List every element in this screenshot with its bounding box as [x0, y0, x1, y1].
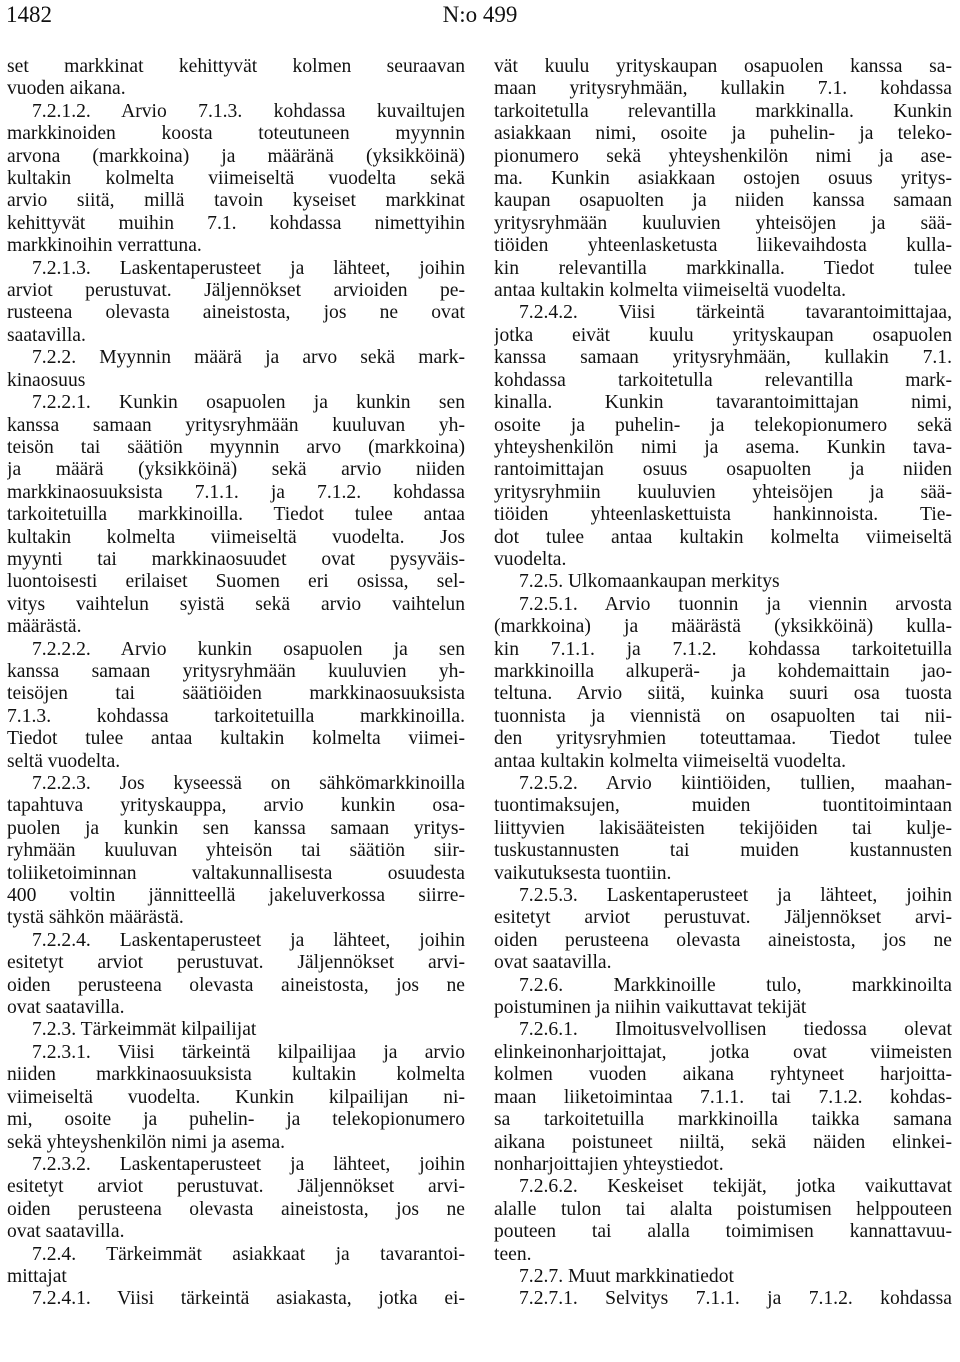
text-line: yritysryhmään kuuluvien yhteisöjen ja sää- [494, 212, 952, 234]
text-line: kanssa samaan yritysryhmään kuuluvan yh- [7, 414, 465, 436]
text-line: kinalla. Kunkin tavarantoimittajan nimi, [494, 392, 952, 414]
text-line: teen. [494, 1243, 532, 1265]
text-line: tystä sähkön määrästä. [7, 907, 184, 929]
text-line: kohdassa tarkoitetulla relevantilla mark- [494, 369, 952, 391]
text-line: oiden perusteena olevasta aineistosta, jos ne [494, 929, 952, 951]
text-line: 7.2.1.2. Arvio 7.1.3. kohdassa kuvailtujen [32, 100, 465, 122]
text-line: kin 7.1.1. ja 7.1.2. kohdassa tarkoitetuilla [494, 638, 952, 660]
right-text-column [494, 56, 952, 1311]
left-text-column [7, 56, 465, 1311]
text-line: seltä vuodelta. [7, 750, 121, 772]
text-line: asiakkaan nimi, osoite ja puhelin- ja teleko- [494, 123, 952, 145]
text-line: 7.2.5.1. Arvio tuonnin ja viennin arvosta [519, 593, 952, 615]
text-line: 7.2.2.1. Kunkin osapuolen ja kunkin sen [32, 392, 465, 414]
text-line: arviot perustuvat. Jäljennökset arvioiden pe- [7, 280, 465, 302]
text-line: 7.2.2.3. Jos kyseessä on sähkömarkkinoilla [32, 773, 465, 794]
text-line: ovat saatavilla. [7, 997, 125, 1019]
text-line: 7.2.4.2. Viisi tärkeintä tavarantoimittajaa, [519, 302, 952, 324]
text-line: rantoimittajan osuus osapuolten ja niiden [494, 459, 952, 481]
text-line: mi, osoite ja puhelin- ja telekopionumero [7, 1109, 465, 1131]
text-line: teltuna. Arvio siitä, kuinka suuri osa tuosta [494, 683, 952, 705]
text-line: maan liiketoimintaa 7.1.1. tai 7.1.2. kohdas- [494, 1086, 952, 1108]
text-line: osoite ja puhelin- ja telekopionumero sekä [494, 414, 952, 436]
text-line: sekä yhteyshenkilön nimi ja asema. [7, 1131, 286, 1153]
text-line: vitys vaihtelun syistä sekä arvio vaihtelun [7, 593, 465, 615]
text-line: antaa kultakin kolmelta viimeiseltä vuodelta. [494, 280, 847, 302]
text-line: elinkeinonharjoittajat, jotka ovat viimeisten [494, 1041, 952, 1063]
text-line: markkinoihin verrattuna. [7, 235, 202, 257]
text-line: antaa kultakin kolmelta viimeiseltä vuodelta. [494, 750, 847, 772]
text-line: luontoisesti erilaiset Suomen eri osissa, sel- [7, 571, 465, 593]
text-line: 7.2.3.2. Laskentaperusteet ja lähteet, joihin [32, 1153, 465, 1175]
text-line: toliiketoiminnan valtakunnallisesta osuudesta [7, 862, 465, 884]
text-line: ma. Kunkin asiakkaan ostojen osuus yritys- [494, 168, 952, 190]
text-line: 7.2.2.2. Arvio kunkin osapuolen ja sen [32, 638, 465, 660]
text-line: pouteen tai alalla toimimisen kannattavuu- [494, 1221, 952, 1243]
text-line: yhteyshenkilön nimi ja asema. Kunkin tava- [494, 436, 952, 458]
text-line: 400 voltin jännitteellä jakeluverkossa siirre- [7, 885, 465, 907]
text-line: Tiedot tulee antaa kultakin kolmelta viimei- [7, 728, 465, 750]
text-line: kin relevantilla markkinalla. Tiedot tulee [494, 257, 952, 279]
text-line: 7.2.6. Markkinoille tulo, markkinoilta [519, 974, 952, 996]
text-line: 7.2.7. Muut markkinatiedot [519, 1265, 734, 1287]
text-line: tuontimaksujen, muiden tuontitoimintaan [494, 795, 952, 817]
page-header [6, 2, 954, 32]
text-line: saatavilla. [7, 324, 86, 346]
text-line: kolmen vuoden aikana ryhtyneet harjoitta- [494, 1064, 952, 1086]
text-line: myynti tai markkinaosuudet ovat pysyväis- [7, 548, 465, 570]
text-line: esitetyt arviot perustuvat. Jäljennökset arvi- [7, 1176, 465, 1198]
text-line: kaupan osapuolten ja niiden kanssa samaan [494, 190, 952, 212]
text-line: jotka eivät kuulu yrityskaupan osapuolen [494, 324, 952, 346]
text-line: vät kuulu yrityskaupan osapuolen kanssa sa- [494, 56, 952, 77]
text-line: 7.2.4. Tärkeimmät asiakkaat ja tavarantoi- [32, 1243, 465, 1265]
text-line: arvio siitä, millä tavoin kyseiset markkinat [7, 190, 465, 212]
text-line: ryhmään kuuluvan yhteisön tai säätiön siir- [7, 840, 465, 862]
text-line: 7.2.4.1. Viisi tärkeintä asiakasta, jotka ei- [32, 1288, 465, 1310]
text-line: kanssa samaan yritysryhmään, kullakin 7.1. [494, 347, 952, 369]
text-line: vuodelta. [494, 548, 567, 570]
text-line: (markkoina) ja määrästä (yksikköinä) kulla- [494, 616, 952, 638]
text-line: 7.2.3. Tärkeimmät kilpailijat [32, 1019, 257, 1041]
text-line: poistuminen ja niihin vaikuttavat tekijät [494, 997, 807, 1019]
text-line: kehittyvät muihin 7.1. kohdassa nimettyihin [7, 212, 465, 234]
text-line: kanssa samaan yritysryhmään kuuluvien yh- [7, 660, 465, 682]
text-line: yritysryhmiin kuuluvien yhteisöjen ja sää- [494, 481, 952, 503]
text-line: määrästä. [7, 616, 82, 638]
text-line: markkinoiden koosta toteutuneen myynnin [7, 123, 465, 145]
text-line: nonharjoittajien yhteystiedot. [494, 1153, 724, 1175]
text-line: esitetyt arviot perustuvat. Jäljennökset arvi- [7, 952, 465, 974]
text-line: 7.2.3.1. Viisi tärkeintä kilpailijaa ja arvio [32, 1041, 465, 1063]
text-line: mittajat [7, 1265, 67, 1287]
text-line: 7.2.2.4. Laskentaperusteet ja lähteet, joihin [32, 929, 465, 951]
text-line: alalle tulon tai alalta poistumisen helppouteen [494, 1198, 952, 1220]
text-line: tuskustannusten tai muiden kustannusten [494, 840, 952, 862]
text-line: liittyvien lakisääteisten tekijöiden tai kulje- [494, 817, 952, 839]
text-line: den yritysryhmien toteuttamaa. Tiedot tulee [494, 728, 952, 750]
text-line: ovat saatavilla. [494, 952, 612, 974]
text-line: teisöjen tai säätiöiden markkinaosuuksista [7, 683, 465, 705]
text-line: 7.2.5.2. Arvio kiintiöiden, tullien, maahan- [519, 773, 952, 794]
text-line: niiden markkinaosuuksista kultakin kolmelta [7, 1064, 465, 1086]
text-line: 7.2.6.2. Keskeiset tekijät, jotka vaikuttavat [519, 1176, 952, 1198]
text-line: 7.2.7.1. Selvitys 7.1.1. ja 7.1.2. kohdassa [519, 1288, 952, 1310]
text-line: tiöiden yhteenlasketusta liikevaihdosta kulla- [494, 235, 952, 257]
text-line: ja määrä (yksikköinä) sekä arvio niiden [7, 459, 465, 481]
text-line: aikana poistuneet niiltä, sekä näiden elinkei- [494, 1131, 952, 1153]
text-line: pionumero sekä yhteyshenkilön nimi ja ase- [494, 145, 952, 167]
text-line: vaikutuksesta tuontiin. [494, 862, 672, 884]
text-line: set markkinat kehittyvät kolmen seuraavan [7, 56, 465, 77]
page-number: 1482 [6, 2, 52, 27]
text-line: markkinaosuuksista 7.1.1. ja 7.1.2. kohdassa [7, 481, 465, 503]
text-line: tuonnista ja viennistä on osapuolten tai nii- [494, 705, 952, 727]
text-line: rusteena olevasta aineistosta, jos ne ovat [7, 302, 465, 324]
text-line: esitetyt arviot perustuvat. Jäljennökset arvi- [494, 907, 952, 929]
text-line: kultakin kolmelta viimeiseltä vuodelta. Jos [7, 526, 465, 548]
text-line: puolen ja kunkin sen kanssa samaan yritys- [7, 817, 465, 839]
text-line: oiden perusteena olevasta aineistosta, jos ne [7, 974, 465, 996]
text-line: 7.2.5.3. Laskentaperusteet ja lähteet, joihin [519, 885, 952, 907]
text-line: 7.1.3. kohdassa tarkoitetuilla markkinoilla. [7, 705, 465, 727]
text-line: viimeiseltä vuodelta. Kunkin kilpailijan ni- [7, 1086, 465, 1108]
text-line: ovat saatavilla. [7, 1221, 125, 1243]
document-number: N:o 499 [442, 2, 518, 27]
text-line: tapahtuva yrityskauppa, arvio kunkin osa- [7, 795, 465, 817]
text-line: 7.2.6.1. Ilmoitusvelvollisen tiedossa olevat [519, 1019, 952, 1041]
text-line: sa tarkoitetuilla markkinoilla taikka samana [494, 1109, 952, 1131]
text-line: tarkoitetuilla markkinoilla. Tiedot tulee antaa [7, 504, 465, 526]
text-line: tiöiden yhteenlaskettuista hankinnoista. Tie- [494, 504, 952, 526]
text-line: kultakin kolmelta viimeiseltä vuodelta sekä [7, 168, 465, 190]
text-line: tarkoitetulla relevantilla markkinalla. Kunkin [494, 100, 952, 122]
text-line: dot tulee antaa kultakin kolmelta viimeiseltä [494, 526, 952, 548]
text-line: 7.2.2. Myynnin määrä ja arvo sekä mark- [32, 347, 465, 369]
text-line: 7.2.5. Ulkomaankaupan merkitys [519, 571, 780, 593]
text-line: oiden perusteena olevasta aineistosta, jos ne [7, 1198, 465, 1220]
text-line: arvona (markkoina) ja määränä (yksikköinä) [7, 145, 465, 167]
text-line: teisön tai säätiön myynnin arvo (markkoina) [7, 436, 465, 458]
text-line: vuoden aikana. [7, 78, 126, 100]
text-line: 7.2.1.3. Laskentaperusteet ja lähteet, joihin [32, 257, 465, 279]
text-line: maan yritysryhmään, kullakin 7.1. kohdassa [494, 78, 952, 100]
text-line: markkinoilla alkuperä- ja kohdemaittain jao- [494, 660, 952, 682]
text-line: kinaosuus [7, 369, 86, 391]
